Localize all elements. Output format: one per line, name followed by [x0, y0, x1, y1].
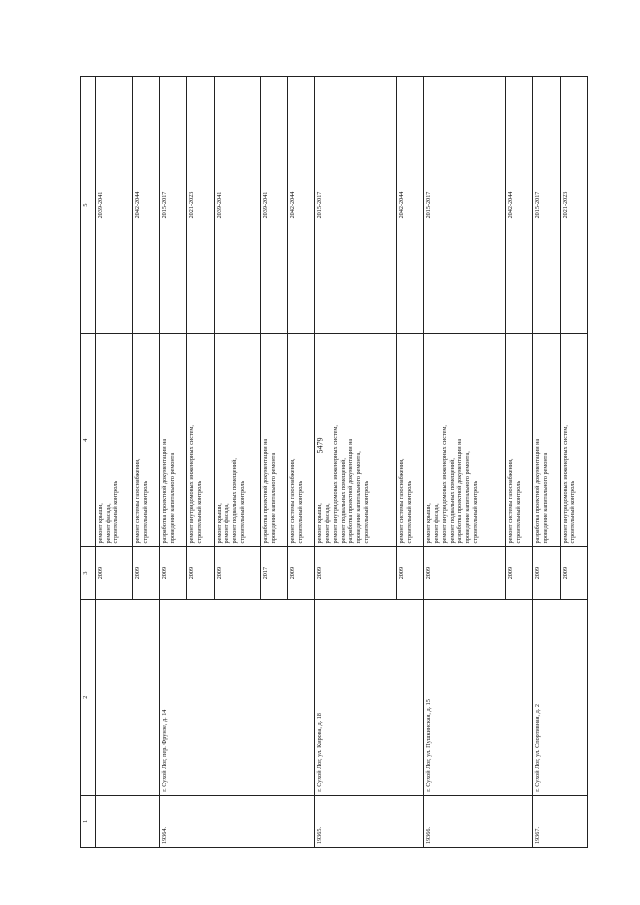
page-number: 5479: [315, 437, 325, 454]
period-cell: 2021-2023: [560, 77, 587, 334]
column-number-row: [81, 77, 96, 848]
work-line: строительный контроль: [362, 480, 370, 544]
works-cell: [187, 334, 214, 547]
work-line: ремонт крыши,: [215, 503, 223, 544]
works-cell: [288, 334, 315, 547]
works-cell: [95, 334, 132, 547]
year-cell: 2009: [132, 547, 159, 599]
work-line: строительный контроль: [238, 480, 246, 544]
work-line: ремонт системы газоснабжения,: [289, 458, 297, 544]
period-cell: 2015-2017: [424, 77, 506, 334]
work-line: разработка проектной документации на: [161, 438, 169, 544]
column-number: 2: [81, 599, 96, 795]
work-line: строительный контроль: [514, 480, 522, 544]
object-number-cell: 19367.: [533, 795, 588, 847]
year-cell: 2009: [506, 547, 533, 599]
period-cell: 2039-2041: [95, 77, 132, 334]
works-cell: [533, 334, 560, 547]
year-cell: 2009: [214, 547, 260, 599]
work-line: разработка проектной документации на: [456, 438, 464, 544]
work-line: проведение капитального ремонта: [542, 452, 550, 544]
work-line: проведение капитального ремонта,: [464, 451, 472, 544]
work-line: проведение капитального ремонта,: [355, 451, 363, 544]
work-line: разработка проектной документации на: [261, 438, 269, 544]
column-number: 4: [81, 334, 96, 547]
period-cell: 2021-2023: [187, 77, 214, 334]
address-cell: г. Сухой Лог, ул. Пушкинская, д. 15: [424, 599, 533, 795]
works-cell: [132, 334, 159, 547]
works-cell: [560, 334, 587, 547]
period-cell: 2015-2017: [315, 77, 397, 334]
works-cell: [160, 334, 187, 547]
period-cell: 2042-2044: [397, 77, 424, 334]
work-line: ремонт фасада,: [104, 503, 112, 544]
work-line: строительный контроль: [296, 480, 304, 544]
work-line: проведение капитального ремонта: [168, 452, 176, 544]
period-cell: 2042-2044: [132, 77, 159, 334]
address-cell: г. Сухой Лог, ул. Спортивная, д. 2: [533, 599, 588, 795]
address-cell: г. Сухой Лог, ул. Кирова, д. 18: [315, 599, 424, 795]
period-cell: 2039-2041: [214, 77, 260, 334]
column-number: 5: [81, 77, 96, 334]
object-number-cell: 19365.: [315, 795, 424, 847]
year-cell: 2009: [187, 547, 214, 599]
work-line: строительный контроль: [405, 480, 413, 544]
year-cell: 2009: [533, 547, 560, 599]
work-line: ремонт крыши,: [96, 503, 104, 544]
works-cell: [260, 334, 287, 547]
year-cell: 2009: [424, 547, 506, 599]
column-number: 1: [81, 795, 96, 847]
work-line: строительный контроль: [112, 480, 120, 544]
address-cell: г. Сухой Лог, пер. Фрунзе, д. 14: [160, 599, 315, 795]
work-line: строительный контроль: [471, 480, 479, 544]
work-line: ремонт подвальных помещений,: [339, 458, 347, 544]
year-cell: 2009: [315, 547, 397, 599]
work-line: строительный контроль: [569, 480, 577, 544]
work-line: разработка проектной документации на: [347, 438, 355, 544]
year-cell: 2017: [260, 547, 287, 599]
work-line: проведение капитального ремонта: [269, 452, 277, 544]
works-cell: [506, 334, 533, 547]
rotated-table-container: [80, 76, 588, 848]
work-line: ремонт внутридомовых инженерных систем,: [440, 425, 448, 544]
works-cell: [315, 334, 397, 547]
object-number-cell: 19364.: [160, 795, 315, 847]
capital-repair-table: [80, 76, 588, 848]
period-cell: 2039-2041: [260, 77, 287, 334]
table-row: [533, 77, 560, 848]
work-line: ремонт внутридомовых инженерных систем,: [331, 425, 339, 544]
work-line: ремонт подвальных помещений,: [231, 458, 239, 544]
works-cell: [424, 334, 506, 547]
work-line: строительный контроль: [196, 480, 204, 544]
work-line: разработка проектной документации на: [534, 438, 542, 544]
period-cell: 2015-2017: [160, 77, 187, 334]
period-cell: 2015-2017: [533, 77, 560, 334]
work-line: ремонт системы газоснабжения,: [507, 458, 515, 544]
year-cell: 2009: [160, 547, 187, 599]
object-number-cell: 19366.: [424, 795, 533, 847]
year-cell: 2009: [95, 547, 132, 599]
column-number: 3: [81, 547, 96, 599]
work-line: ремонт системы газоснабжения,: [133, 458, 141, 544]
work-line: ремонт внутридомовых инженерных систем,: [561, 425, 569, 544]
year-cell: 2009: [288, 547, 315, 599]
works-cell: [214, 334, 260, 547]
work-line: ремонт фасада,: [433, 503, 441, 544]
work-line: ремонт фасада,: [324, 503, 332, 544]
year-cell: 2009: [397, 547, 424, 599]
address-cell: [95, 599, 159, 795]
work-line: ремонт фасада,: [223, 503, 231, 544]
work-line: ремонт внутридомовых инженерных систем,: [188, 425, 196, 544]
period-cell: 2042-2044: [288, 77, 315, 334]
table-body: [81, 77, 588, 848]
work-line: ремонт системы газоснабжения,: [398, 458, 406, 544]
period-cell: 2042-2044: [506, 77, 533, 334]
object-number-cell: [95, 795, 159, 847]
table-row: [160, 77, 187, 848]
work-line: ремонт подвальных помещений,: [448, 458, 456, 544]
work-line: строительный контроль: [141, 480, 149, 544]
table-row: [95, 77, 132, 848]
year-cell: 2009: [560, 547, 587, 599]
table-row: [315, 77, 397, 848]
work-line: ремонт крыши,: [316, 503, 324, 544]
table-row: [424, 77, 506, 848]
works-cell: [397, 334, 424, 547]
work-line: ремонт крыши,: [425, 503, 433, 544]
